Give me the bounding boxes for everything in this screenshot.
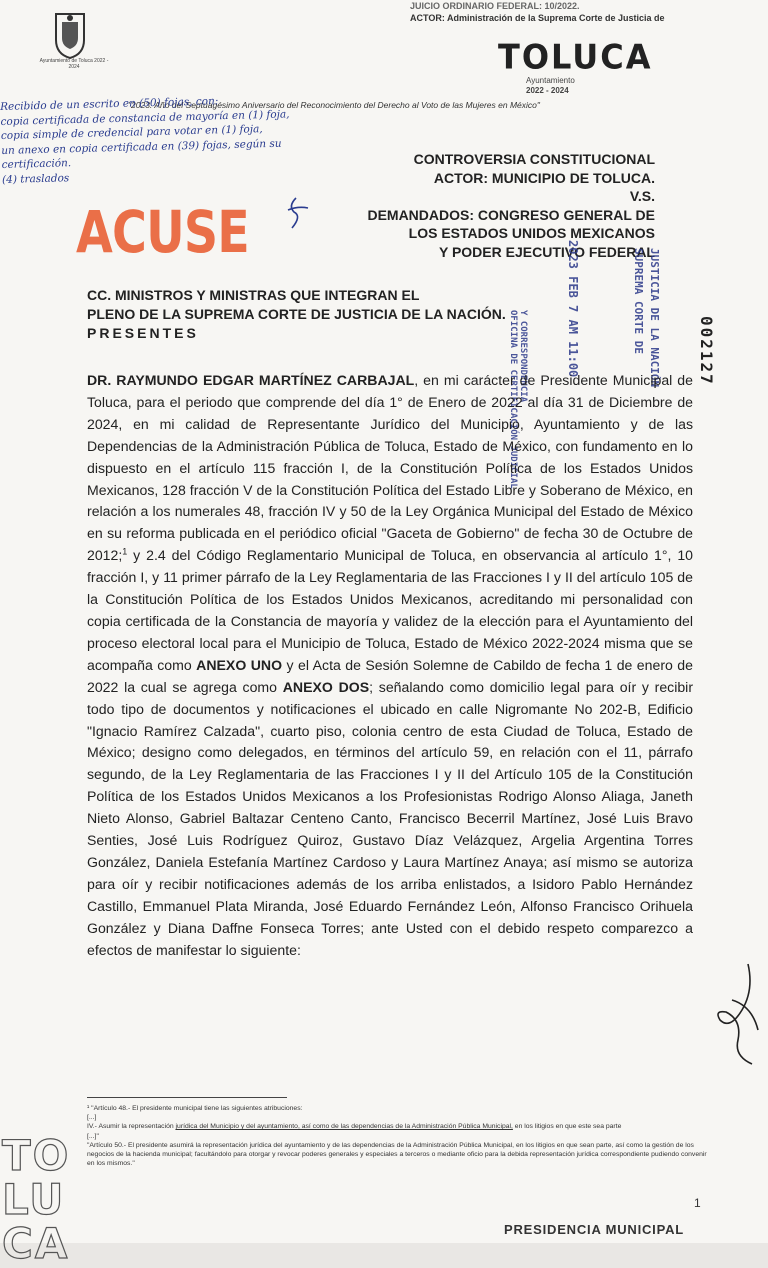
corner-mark-row: TO <box>2 1131 71 1180</box>
addressee-line-3: PRESENTES <box>87 325 199 341</box>
body-text-2: y 2.4 del Código Reglamentario Municipal de Toluca, en observancia al artículo 1°, 10 fracción I, y 11 primer párrafo de la Ley Reglamentaria de las Fracciones I y II del artículo 105 de la Constitución Política de los Estados Unidos Mexicanos, acreditando mi personalidad con copia certificada de la Constancia de mayoría y validez de la elección para el Ayuntamiento del proceso electoral local para el Municipio de Toluca, Estado de México 2022-2024 misma que se acompaña como <box>87 547 693 673</box>
addressee-block <box>87 286 587 343</box>
case-defendants-1: DEMANDADOS: CONGRESO GENERAL DE <box>367 206 655 223</box>
footnote-line: [...] <box>87 1114 97 1122</box>
case-header <box>410 0 710 24</box>
toluca-corner-mark <box>0 1131 82 1268</box>
case-defendants-3: Y PODER EJECUTIVO FEDERAL <box>438 243 655 260</box>
footnote-reference: 1 <box>122 546 128 557</box>
addressee-line-2: PLENO DE LA SUPREMA CORTE DE JUSTICIA DE LA NACIÓN. <box>87 306 506 322</box>
corner-mark-row: LU <box>2 1175 66 1224</box>
handwritten-line: (4) traslados <box>1 171 70 186</box>
office-stamp-line-1: OFICINA DE CERTIFICACIÓN JUDICIAL <box>508 310 518 489</box>
received-date-stamp: 2023 FEB 7 AM 11:00 <box>566 240 580 378</box>
footnotes <box>87 1104 707 1168</box>
footnote-line: IV.- Asumir la representación jurídica del Municipio y del ayuntamiento, así como de las dependencias de la Administración Pública Municipal, en los litigios en que este sea parte <box>87 1123 622 1131</box>
handwritten-line: copia certificada de constancia de mayoría en (1) foja, <box>0 107 290 128</box>
footnote-divider <box>87 1097 287 1098</box>
footnote-line: "Artículo 50.- El presidente asumirá la representación jurídica del ayuntamiento y de las dependencias de la Administración Pública Municipal, en los litigios en que sean parte, así como la gestión de los negocios de la hacienda municipal; facultándolo para otorgar y revocar poderes generales y especiales a terceros o mediante oficio para la debida representación jurídica correspondiente pudiendo convenir en los mismos." <box>87 1141 707 1168</box>
document-number: 002127 <box>697 316 716 386</box>
annex-two-label: ANEXO DOS <box>282 678 370 695</box>
court-stamp-line-1: SUPREMA CORTE DE <box>632 248 645 354</box>
acuse-stamp: ACUSE <box>76 198 249 266</box>
seal-label: Ayuntamiento de Toluca 2022 - 2024 <box>39 58 109 70</box>
municipal-seal-icon <box>52 10 88 60</box>
case-header-line: JUICIO ORDINARIO FEDERAL: 10/2022. <box>410 1 580 11</box>
initials-signature-icon <box>282 196 312 230</box>
case-defendants-2: LOS ESTADOS UNIDOS MEXICANOS <box>408 225 655 241</box>
body-text-4: ; señalando como domicilio legal para oír y recibir todo tipo de documentos y notificaciones el ubicado en calle Nigromante No 202-B, Edificio "Ignacio Ramírez Calzada", cuarto piso, colonia centro de esta Ciudad de Toluca, Estado de México; designo como delegados, en términos del artículo 59, en relación con el 11, párrafo segundo, de la Ley Reglamentaria de las Fracciones I y II del Artículo 105 de la Constitución Política de los Estados Unidos Mexicanos a los Profesionistas Rodrigo Alonso Aliaga, Janeth Nieto Alonso, Gabriel Baltazar Centeno Canto, Francisco Becerril Martínez, José Luis Bravo Senties, José Luis Rodríguez Quiroz, Gustavo Díaz Velázquez, Argelia Argentina Torres González, Daniela Estefanía Martínez Cardoso y Laura Martínez Anaya; así mismo se autoriza para oír y recibir notificaciones además de los arriba enlistados, a Isidoro Pablo Hernández Castillo, Emmanuel Plata Miranda, José Eduardo Fernández León, Alfonso Francisco Orihuela González y Diana Daffne Fonseca Torres; ante Usted con el debido respeto comparezco a efectos de manifestar lo siguiente: <box>87 678 694 958</box>
page-number: 1 <box>694 1196 701 1210</box>
official-motto: "2023. Año del Septuagésimo Aniversario del Reconocimiento del Derecho al Voto de las Mujeres en México" <box>128 100 540 110</box>
case-header-actor: ACTOR: Administración de la Suprema Corte de Justicia de <box>410 13 665 23</box>
logo-subtitle: Ayuntamiento <box>526 76 575 85</box>
handwritten-line: Recibido de un escrito en (50) fojas, con: <box>0 95 219 113</box>
addressee-line-1: CC. MINISTROS Y MINISTRAS QUE INTEGRAN EL <box>87 287 420 303</box>
toluca-logo <box>498 38 683 96</box>
footer-label: PRESIDENCIA MUNICIPAL <box>504 1222 685 1237</box>
footnote-line: ¹ "Artículo 48.- El presidente municipal tiene las siguientes atribuciones: <box>87 1105 303 1112</box>
handwritten-line: copia simple de credencial para votar en (1) foja, <box>0 123 263 142</box>
body-text-1: , en mi carácter de Presidente Municipal de Toluca, para el periodo que comprende del día 1° de Enero de 2022 al día 31 de Diciembre de 2024, en mi calidad de Representante Jurídico del Municipio, Ayuntamiento y de las Dependencias de la Administración Pública de Toluca, Estado de México, con fundamento en lo dispuesto en el artículo 115 fracción I, de la Constitución Política de los Estados Unidos Mexicanos, 128 fracción V de la Constitución Política del Estado Libre y Soberano de México, en relación a los numerales 48, fracción IV y 50 de la Ley Orgánica Municipal del Estado de México en su reforma publicada en el periódico oficial "Gaceta de Gobierno" de fecha 30 de Octubre de 2012; <box>87 372 693 564</box>
handwritten-line: un anexo en copia certificada en (39) fojas, según su <box>1 137 282 157</box>
corner-mark-row: CA <box>2 1219 70 1268</box>
case-versus: V.S. <box>629 188 655 204</box>
margin-signature-icon <box>712 960 762 1070</box>
logo-years: 2022 - 2024 <box>526 86 569 95</box>
case-actor: ACTOR: MUNICIPIO DE TOLUCA. <box>433 169 655 186</box>
office-stamp-line-2: Y CORRESPONDENCIA <box>518 310 528 403</box>
logo-wordmark: TOLUCA <box>498 37 653 77</box>
footnote-line: [...]" <box>87 1132 99 1140</box>
case-type: CONTROVERSIA CONSTITUCIONAL <box>413 151 655 167</box>
court-stamp-line-2: JUSTICIA DE LA NACIÓN <box>648 248 661 388</box>
body-paragraph <box>87 370 693 961</box>
petitioner-name: DR. RAYMUNDO EDGAR MARTÍNEZ CARBAJAL <box>87 372 415 388</box>
handwritten-line: certificación. <box>1 157 72 171</box>
annex-one-label: ANEXO UNO <box>196 656 283 673</box>
body-text-3: y el Acta de Sesión Solemne de Cabildo de fecha 1 de enero de 2022 la cual se agrega como <box>87 656 693 695</box>
